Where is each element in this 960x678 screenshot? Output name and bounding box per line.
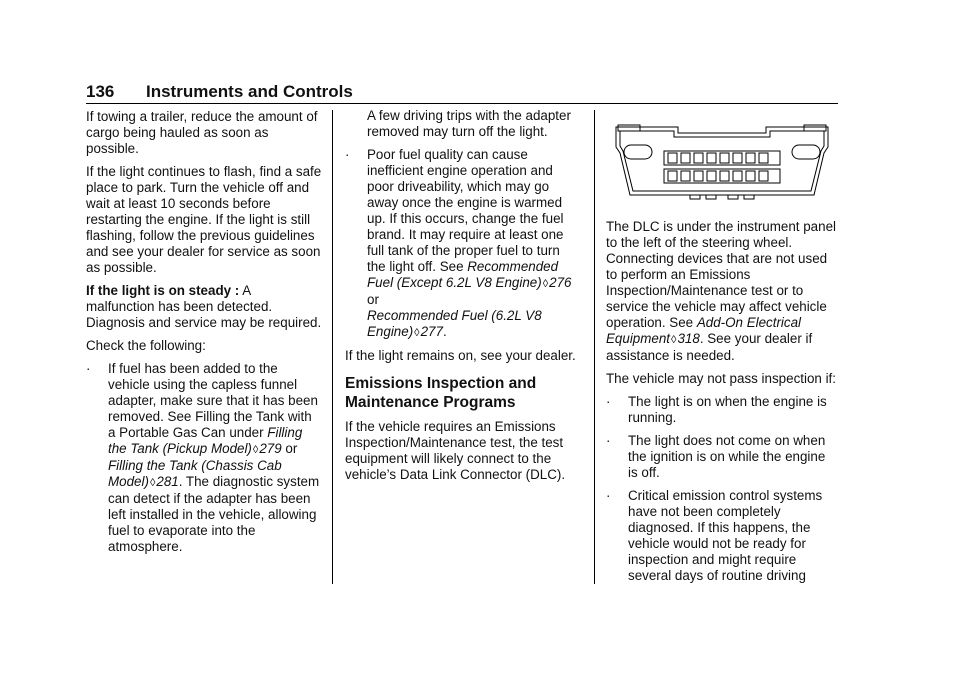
reference-icon: ◊ [252,444,259,456]
paragraph: If towing a trailer, reduce the amount of cargo being hauled as soon as possible. [86,109,318,156]
paragraph: The vehicle may not pass inspection if: [606,371,836,386]
reference-icon: ◊ [149,477,156,489]
page-title: Instruments and Controls [146,82,353,101]
bullet: · [606,488,611,503]
paragraph: If the light is on steady : A malfunction has been detected. Diagnosis and service may be required. [86,283,322,330]
column-1 [86,109,322,562]
page-header [86,82,838,104]
page-reference[interactable]: 318 [677,331,700,346]
paragraph: The DLC is under the instrument panel to the left of the steering wheel. Connecting devices that are not used to perform an Emissions Inspection/Maintenance test or to service the vehicle may affect vehicle operation. See Add-On Electrical Equipment◊318. See your dealer if assistance is needed. [606,219,836,363]
cross-reference-link[interactable]: Filling the Tank (Chassis Cab Model) [108,458,282,489]
cross-reference-link[interactable]: Recommended Fuel (6.2L V8 Engine) [367,308,542,339]
reference-icon: ◊ [414,327,420,339]
bullet: · [606,433,611,448]
page-reference[interactable]: 276 [549,275,572,290]
cross-reference-link[interactable]: Filling the Tank (Pickup Model) [108,425,303,456]
list-item: · If fuel has been added to the vehicle using the capless funnel adapter, make sure that it has been removed. See Filling the Tank with a Portable Gas Can under Filling the Tank (Pickup Model)◊279 or Filling the Tank (Chassis Cab Model)◊281. The diagnostic system can detect if the adapter has been left installed in the vehicle, allowing fuel to evaporate into the atmosphere. [86,361,320,554]
bullet: · [606,394,611,409]
paragraph: A few driving trips with the adapter removed may turn off the light. [367,108,571,139]
page-reference[interactable]: 281 [156,474,179,489]
list-item: · The light is on when the engine is running. [606,394,827,425]
page-number: 136 [86,82,115,101]
page-reference[interactable]: 277 [420,324,443,339]
column-3 [606,109,838,591]
column-divider-1 [332,110,333,584]
cross-reference-link[interactable]: Add-On Electrical Equipment [606,315,802,346]
list-item: · Critical emission control systems have not been completely diagnosed. If this happens, the vehicle would not be ready for inspection and might require several days of routine driving [606,488,823,583]
bullet: · [345,147,350,162]
header-rule [86,103,838,104]
bullet: · [86,361,91,376]
column-divider-2 [594,110,595,584]
dlc-connector-illustration [606,109,838,209]
section-heading: Emissions Inspection and Maintenance Programs [345,375,537,411]
paragraph: Check the following: [86,338,206,353]
column-2 [345,108,581,490]
paragraph: If the vehicle requires an Emissions Inspection/Maintenance test, the test equipment will likely connect to the vehicle’s Data Link Connector (DLC). [345,419,566,482]
reference-icon: ◊ [671,334,677,346]
paragraph: If the light remains on, see your dealer. [345,348,576,363]
cross-reference-link[interactable]: Recommended Fuel (Except 6.2L V8 Engine) [367,259,559,290]
bold-lead: If the light is on steady : [86,283,240,298]
reference-icon: ◊ [542,278,549,290]
paragraph: If the light continues to flash, find a safe place to park. Turn the vehicle off and wait at least 10 seconds before restarting the engine. If the light is still flashing, follow the previous guidelines and see your dealer for service as soon as possible. [86,164,322,275]
page-reference[interactable]: 279 [259,441,282,456]
list-item: · The light does not come on when the ignition is on while the engine is off. [606,433,826,480]
list-item: · Poor fuel quality can cause inefficient engine operation and poor driveability, which may go away once the engine is warmed up. If this occurs, change the fuel brand. It may require at least one full tank of the proper fuel to turn the light off. See Recommended Fuel (Except 6.2L V8 Engine)◊276 or Recommended Fuel (6.2L V8 Engine)◊277. [345,147,572,339]
